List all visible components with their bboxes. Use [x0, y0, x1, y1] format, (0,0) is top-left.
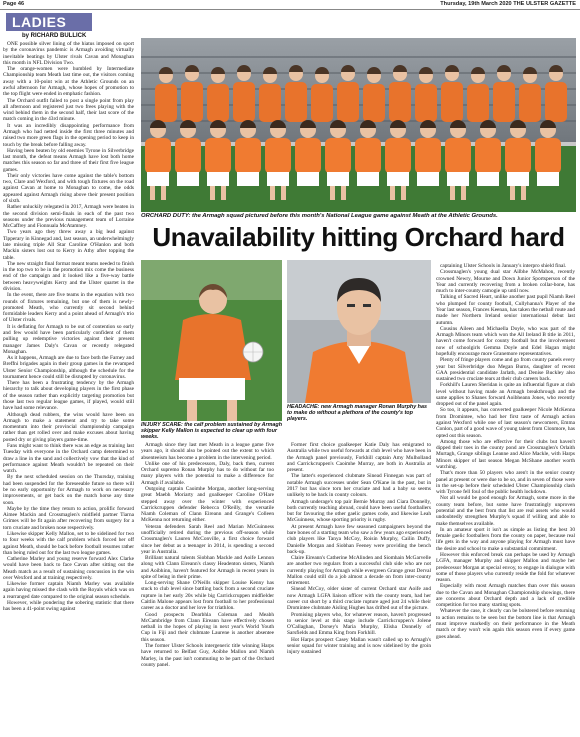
article-paragraph: Forkhill's Lauren Sheridan is quite an influential figure at club level without having made an Armagh breakthrough and the same applies to Shanes forward Aoibheann Jones, who recently dropped out of the panel again. — [436, 382, 575, 408]
team-photo-caption: ORCHARD DUTY: the Armagh squad pictured before this month's National League game against Meath at the Athletic Grounds. — [141, 213, 498, 219]
article-paragraph: Crossmaglen's young dual star Ailbhe McMahon, recently crowned Newry, Mourne and Down Junior Sportsperson of the Year and currently recovering from a broken collar-bone, has much to inter-county camogie up until now. — [436, 269, 575, 295]
article-paragraph: Whatever the case, it clearly can be bolstered before returning to action remains to be seen but the bottom line is that Armagh must improve markedly on their performance in the Meath match or they won't win again this season even if every game goes ahead. — [436, 608, 575, 640]
article-paragraph: Rather unluckily relegated in 2017, Armagh were beaten in the second division semi-finals in each of the past two seasons under the previous management team of Lorraine McCaffrey and Fionnuala McAtamney. — [3, 204, 134, 230]
article-column-4 — [436, 263, 575, 734]
article-column-3 — [287, 442, 431, 734]
article-paragraph: So too, it appears, has converted goalkeeper Nicole McKenna from Dromintee, who had her first taste of Armagh action against Wexford while one of last season's newcomers, Emma Conlon, part of a good wave of young talent from Clonmore, has opted out this season. — [436, 407, 575, 439]
article-paragraph: The Orchard outfit failed to post a single point from play all afternoon and registered just two frees playing with the wind behind them in the second half, their last score of the match coming in the 43rd minute. — [3, 97, 134, 123]
article-paragraph: By the next scheduled session on the Thursday, training had been suspended for the foreseeable future so there will be no early opportunity for Armagh to work on necessary improvements, or get back on the match horse any time soon. — [3, 474, 134, 506]
article-paragraph: However this enforced break can perhaps be used by Armagh LGFA, manager Murphy and skipper Mallon and maybe her predecessor Morgan at special envoy, to engage in dialogue with some of those players who currently reside the fold for whatever reason. — [436, 551, 575, 584]
article-paragraph: Fans might want to think there was an edge as training last Tuesday with everyone in the Orchard camp determined to draw a line in the sand and collectively vow that the kind of performance against Meath wouldn't be repeated on their watch. — [3, 443, 134, 475]
page-number: Page 46 — [3, 1, 25, 7]
article-paragraph: At present Armagh have few seasoned campaigners beyond the bare bones of a starting team who saw a few years ago experienced club players like Tanya McCoy, Roisin Murphy, Cailin Duffy, Danielle Morgan and Siobhan Feeney were providing the bench back-up. — [287, 523, 431, 555]
player-photo — [141, 260, 282, 421]
article-paragraph: In the event, there are five teams in the equation with two rounds of fixtures remaining, but one of them is newly-promoted Meath, who currently sit second behind formidable leaders Kerry and a point ahead of Armagh's trio of Ulster rivals. — [3, 292, 134, 324]
article-paragraph: There has been a frustrating tendency by the Armagh hierarchy to talk about developing players in the first phase of the season rather than explicitly targeting promotion but those last two regular league games, if played, would still have had some relevance. — [3, 380, 134, 412]
article-paragraph: Plenty of fringe players come and go from county panels every year but Silverbridge duo Megan Burns, daughter of recent GAA presidential candidate Jarlath, and Denise Buckley also sustained two cruciate tears at their club careers back. — [436, 357, 575, 383]
article-paragraph: In an amateur sport it isn't as simple as listing the best 30 female gaelic footballers from the county on paper, because real life gets in the way and anyone playing for Armagh must have the desire and school to make a substantial commitment. — [436, 526, 575, 552]
article-paragraph: Having been beaten by old enemies Tyrone in Silverbridge last month, the defeat means Armagh have lost both home matches this season so far and three of their first five league games. — [3, 147, 134, 173]
player-photo-image — [141, 260, 282, 421]
article-paragraph: Cousins Aileen and Michaella Doyle, who was part of the Armagh Minors team which won the All Ireland B title in 2011, haven't come forward for county football but the involvement now of schoolgirls Gemma Doyle and Edel Hagan might hopefully encourage more Granemore representatives. — [436, 325, 575, 357]
article-paragraph: ONE possible silver lining of the hiatus imposed on sport by the coronavirus pandemic is Armagh avoiding virtually inevitable beatings by Ulster rivals Cavan and Monaghan this month in NFL Division Two. — [3, 41, 134, 66]
team-photo-image — [141, 38, 576, 212]
article-paragraph: Armagh since they last met Meath in a league game five years ago, it should also be pointed out the extent to which absenteeism has become a problem in the intervening period. — [141, 442, 274, 461]
date-masthead: Thursday, 19th March 2020 THE ULSTER GAZETTE — [440, 1, 576, 7]
article-paragraph: As it happens, Armagh are due to face both the Farney and Breffni brigades again in their group games in the revamped Ulster Senior Championship, although the schedule for the tournament hence could still be disrupted by coronavirus. — [3, 355, 134, 380]
article-paragraph: Long-serving Shane O'Neills skipper Louise Kenny has stuck to club level since battling back from a second cruciate rupture in her early 20s while big Carrickcruppen midfielder Caitlin Malone appears lost from football to her professional career as a doctor and her love for triathlon. — [141, 580, 274, 612]
page-header — [0, 0, 580, 10]
article-paragraph: captaining Ulster Schools in January's interpro shield final. — [440, 263, 567, 269]
article-paragraph: The new straight final format meant teams needed to finish in the top two to be in the promotion mix come the business end of the campaign and it looked like a five-way battle between heavyweights Kerry and the Ulster quartet in the division. — [3, 260, 134, 292]
article-paragraph: The latter's experienced clubmate Sinead Finnegan was part of notable Armagh successes under Sean O'Kane in the past, but in 2017 but has since torn her cruciate and had a baby so seems unlikely to be back in county colours. — [287, 473, 431, 499]
article-paragraph: Not all would be good enough for Armagh, some more in the county team before, but some have frustratingly unproven potential and the best from that list are real assets who would undoubtedly strengthen Murphy's squad if willing and able to make themselves available. — [436, 495, 575, 527]
article-paragraph: Veteran defenders Sarah Reel and Marian McGuinness unofficially retired during the previous off-season while Crossmaglen's Lauren McConville, a first choice forward since her debut as a teenager in 2014, is spending a second year in Australia. — [141, 523, 274, 555]
byline: by RICHARD BULLICK — [22, 33, 87, 39]
article-paragraph: Likewise former captain Niamh Marley was available again having missed the clash with the Royals which was on a rearranged date compared to the original season schedule. — [3, 581, 134, 600]
headline: Unavailability hitting Orchard hard — [152, 222, 565, 252]
article-paragraph: Catherine Marley and young reserve forward Alex Clarke would have been back to face Cavan after sitting out the Meath match as a result of sustaining concussion in the win over Wexford and at training respectively. — [3, 556, 134, 581]
article-paragraph: Among those who are effective for their clubs but haven't dipped their toes in the county pond are Crossmaglen's Orlaith Murtagh, Grange siblings Leanne and Alice Mackle, with Harps Minors skipper of last season Megan McShane another worth watching. — [436, 438, 575, 470]
article-paragraph: Good prospects Dearbhla Coleman and Meabh McCambridge from Clann Eireann have effectively chosen netball in the hopes of playing in next year's World Youth Cup in Fiji and their clubmate Laurene is another absentee this season. — [141, 611, 274, 643]
article-paragraph: Talking of Sacred Heart, unlike another past pupil Niamh Reel who plumped for county football, Cullyhanna's Player of the Year last season, Frances Keenan, has taken the netball route and made her Northern Ireland senior international debut last autumn. — [436, 294, 575, 326]
manager-photo-caption: HEADACHE: new Armagh manager Ronan Murphy has to make do without a plethora of the county's top players. — [287, 404, 427, 423]
article-column-1 — [3, 41, 134, 734]
article-paragraph: Sinead McCoy, older sister of current Orchard star Aoife and now Armagh LGFA liaison officer with the county team, had her career cut short by a third cruciate rupture aged just 24 while their Dromintee clubmate Aisling Hughes has drifted out of the picture. — [287, 586, 431, 612]
article-paragraph: The former Ulster Schools intergeneric title winning Harps have returned to Belfast Guy, Aoibhe Mallon and Niamh Marley, in the past isn't commuting to be part of the Orchard county panel. — [141, 643, 274, 668]
article-paragraph: That's more than 50 players who aren't in the senior county panel at present or were due to be so, and in seven of those were in the set-up before their scheduled Ulster Championship clash with Tyrone fell foul of the public health lockdown. — [436, 470, 575, 496]
article-paragraph: Two years ago they threw away a big lead against Tipperary in Kinnegad and, last season, an underwhelmingly late missing triple All Star Caroline O'Hanlon and both Mackin sisters lost out to Kerry in Athy after topping the table. — [3, 229, 134, 261]
article-paragraph: Former first choice goalkeeper Katie Daly has emigrated to Australia while two useful forwards at club level who have been in the Armagh panel previously, Forkhill captain Amy Mulholland and Carrickcruppen's Caoimhe Murray, are both in Australia at present. — [287, 442, 431, 474]
article-paragraph: Hot Harps prospect Casey Mallan wasn't called up to Armagh's senior squad for winter training and is now sidelined by the groin injury sustained — [287, 636, 431, 656]
article-paragraph: Unlike one of his predecessors, Daly, back then, current Orchard supremo Ronan Murphy has to do without far too many players with the potential to make a difference for Armagh if available. — [141, 460, 274, 486]
article-paragraph: Maybe by the time they return to action, prolific forward Aimee Mackin and Crossmaglen's midfield partner Tiarna Grimes will be fit again after recovering from surgery for a torn cruciate and broken nose respectively. — [3, 505, 134, 531]
article-paragraph: The orange-women were humbled by Intermediate Championship team Meath last time out, the visitors coming away with a 10-point win at the Athletic Grounds on an awful afternoon for Armagh, whose hopes of promotion to the top flight were ended in emphatic fashion. — [3, 66, 134, 98]
manager-photo — [287, 260, 431, 403]
section-label-text: LADIES — [12, 14, 67, 30]
article-paragraph: Their only victories have come against the table's bottom two, Clare and Wexford, and with tough fixtures on the road against Cavan at home to Monaghan to come, the odds appeared against Armagh rising above their present position of sixth. — [3, 172, 134, 205]
article-paragraph: Although dead rubbers, the wins would have been on Armagh to make a statement and try to take some momentum into their provincial championship campaign rather than get rolled over and make excuses about having posted dry or giving players game-time. — [3, 411, 134, 443]
section-label — [6, 13, 92, 31]
article-paragraph: Brilliant natural talents Siobhan Mackle and Aoife Lennon along with Clann Eireann's classy Headenton sisters, Niamh and Aoibhinn, haven't featured for Armagh in recent years in spite of being in their prime. — [141, 555, 274, 580]
article-paragraph: Especially with most Armagh matches than over this season due to the Cavan and Monaghan Championship showings, there are concerns about Orchard depth and a lack of credible competition for too many starting spots. — [436, 583, 575, 609]
article-paragraph: However, while pondering the sobering statistic that there has been a 41-point swing against — [3, 600, 134, 613]
article-paragraph: Claire Eireann's Catherine McAlinden and Siomhain McGarvelle are another two regulars from a successful club side who are not currently playing for Armagh while evergreen Grange great Derval Mallon could still do a job almost a decade on from inter-county retirement. — [287, 555, 431, 587]
article-paragraph: Outgoing captain Caoimhe Morgan, another long-serving great Maebh Moriarty and goalkeeper Caroline O'Hare stepped away over the winter with experienced Carrickcruppen defender Rebecca O'Reilly, the versatile Niamh Coleman of Clann Eireann and Grange's Colleen McKenna not returning either. — [141, 485, 274, 524]
team-photo — [141, 38, 576, 212]
manager-photo-image — [287, 260, 431, 403]
article-column-2 — [141, 442, 274, 734]
player-photo-caption: INJURY SCARE: the calf problem sustained by Armagh skipper Kelly Mallon is expected to clear up with four weeks. — [141, 422, 282, 440]
article-paragraph: Armagh underage's top pair Bernie Murray and Ciara Donnelly, both currently teaching abroad, could have been useful footballers but for favouring the other gaelic games code, and likewise Leah McGuinness, whose sporting priority is rugby. — [287, 498, 431, 524]
article-paragraph: Promising players who, for whatever reason, haven't progressed to senior level at this stage include Carrickcruppen's Jolene O'Callaghan, Dorsey's Maria Murphy, Elisha Donnelly of Sarsfields and Emma King from Forkhill. — [287, 611, 431, 637]
article-paragraph: Likewise skipper Kelly Mallon, set to be sidelined for two to four weeks with the calf problem which forced her off against Meath, should be back before football resumes rather than being ruled out for the last two league games. — [3, 530, 134, 556]
article-paragraph: It was an incredibly disappointing performance from Armagh who had netted inside the first three minutes and raised two more green flags in the opening period to keep in touch by the break before falling away. — [3, 122, 134, 148]
article-paragraph: It is deflating for Armagh to be out of contention so early and few would have been particularly confident of them pulling up redemptive victories against their present manager James Daly's Cavan or recently relegated Monaghan. — [3, 323, 134, 355]
